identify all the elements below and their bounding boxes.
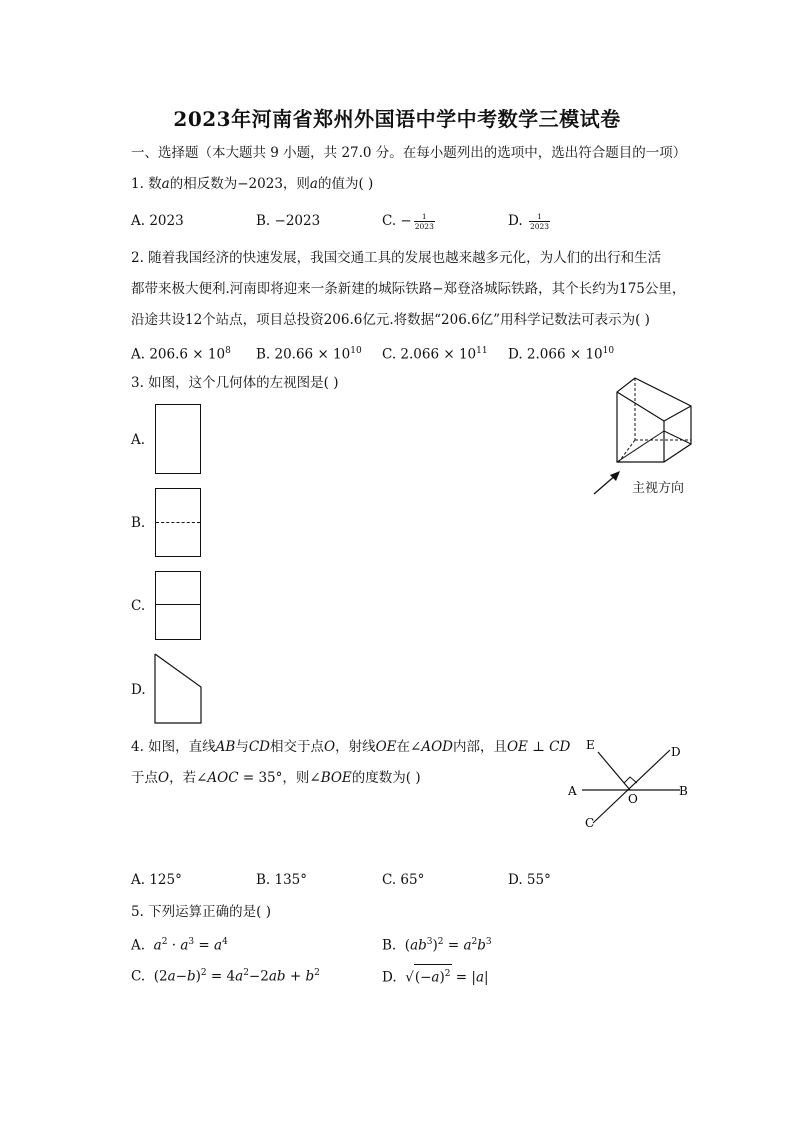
q3-option-c-figure[interactable]	[155, 571, 201, 640]
q3-option-d-label[interactable]: D.	[131, 682, 146, 698]
q4-option-d[interactable]: D. 55°	[508, 872, 551, 888]
q3-option-b-figure[interactable]	[155, 488, 201, 557]
q2-option-b[interactable]: B. $20.66 \times 10^{10}$	[256, 346, 362, 363]
label-d: D	[671, 745, 681, 759]
q1-option-d[interactable]: D. $\frac{1}{2023}$	[508, 212, 550, 231]
q2-option-d[interactable]: D. $2.066 \times 10^{10}$	[508, 346, 615, 363]
q2-stem-line3: 沿途共设12个站点，项目总投资206.6亿元.将数据“206.6亿”用科学记数法可表示为( )	[131, 312, 650, 328]
q2-option-a[interactable]: A. $206.6 \times 10^8$	[131, 346, 231, 363]
label-a: A	[568, 784, 577, 798]
q2-stem-line1: 2. 随着我国经济的快速发展，我国交通工具的发展也越来越多元化，为人们的出行和生活	[131, 250, 662, 266]
q5-option-c[interactable]: C. $(2a-b)^2 = 4a^2-2ab + b^2$	[131, 968, 320, 985]
q4-figure	[560, 736, 700, 836]
q4-option-a[interactable]: A. 125°	[131, 872, 182, 888]
q3-option-c-label[interactable]: C.	[131, 598, 146, 614]
q4-stem-line2: 于点O，若∠AOC = 35°，则∠BOE的度数为( )	[131, 770, 421, 786]
q1-option-a[interactable]: A. 2023	[131, 213, 184, 229]
q3-option-d-figure[interactable]	[152, 652, 206, 726]
label-o: O	[628, 792, 638, 806]
q2-stem-line2: 都带来极大便利.河南即将迎来一条新建的城际铁路−郑登洛城际铁路，其个长约为175公里，	[131, 281, 686, 297]
direction-label: 主视方向	[632, 481, 685, 496]
q5-stem: 5. 下列运算正确的是( )	[131, 904, 271, 920]
q5-option-b[interactable]: B. $(ab^3)^2 = a^2b^3$	[382, 937, 492, 954]
q3-stem: 3. 如图，这个几何体的左视图是( )	[131, 375, 339, 391]
q4-option-b[interactable]: B. 135°	[256, 872, 308, 888]
section-heading: 一、选择题（本大题共 9 小题，共 27.0 分。在每小题列出的选项中，选出符合题目的一项）	[131, 145, 687, 161]
q5-option-a[interactable]: A. $a^2 \cdot a^3 = a^4$	[131, 937, 228, 954]
q3-option-b-label[interactable]: B.	[131, 515, 146, 531]
q2-option-c[interactable]: C. $2.066 \times 10^{11}$	[382, 346, 488, 363]
label-b: B	[679, 784, 688, 798]
edge-line	[156, 604, 200, 605]
q4-option-c[interactable]: C. 65°	[382, 872, 425, 888]
q4-stem-line1: 4. 如图，直线AB与CD相交于点O，射线OE在∠AOD内部，且OE ⊥ CD	[131, 739, 571, 755]
q3-option-a-figure[interactable]	[155, 404, 201, 474]
page-title: 2023年河南省郑州外国语中学中考数学三模试卷	[173, 107, 621, 131]
label-e: E	[586, 738, 595, 752]
q3-option-a-label[interactable]: A.	[131, 432, 146, 448]
q1-stem: 1. 数a的相反数为−2023，则a的值为( )	[131, 176, 374, 192]
q1-option-b[interactable]: B. −2023	[256, 213, 321, 229]
label-c: C	[585, 816, 595, 830]
arrow-icon	[590, 466, 630, 498]
q1-option-c[interactable]: C. − $\frac{1}{2023}$	[382, 212, 434, 231]
q5-option-d[interactable]: D. $√(-a)^2 = |a|$	[382, 964, 489, 987]
hidden-edge-line	[156, 522, 200, 523]
